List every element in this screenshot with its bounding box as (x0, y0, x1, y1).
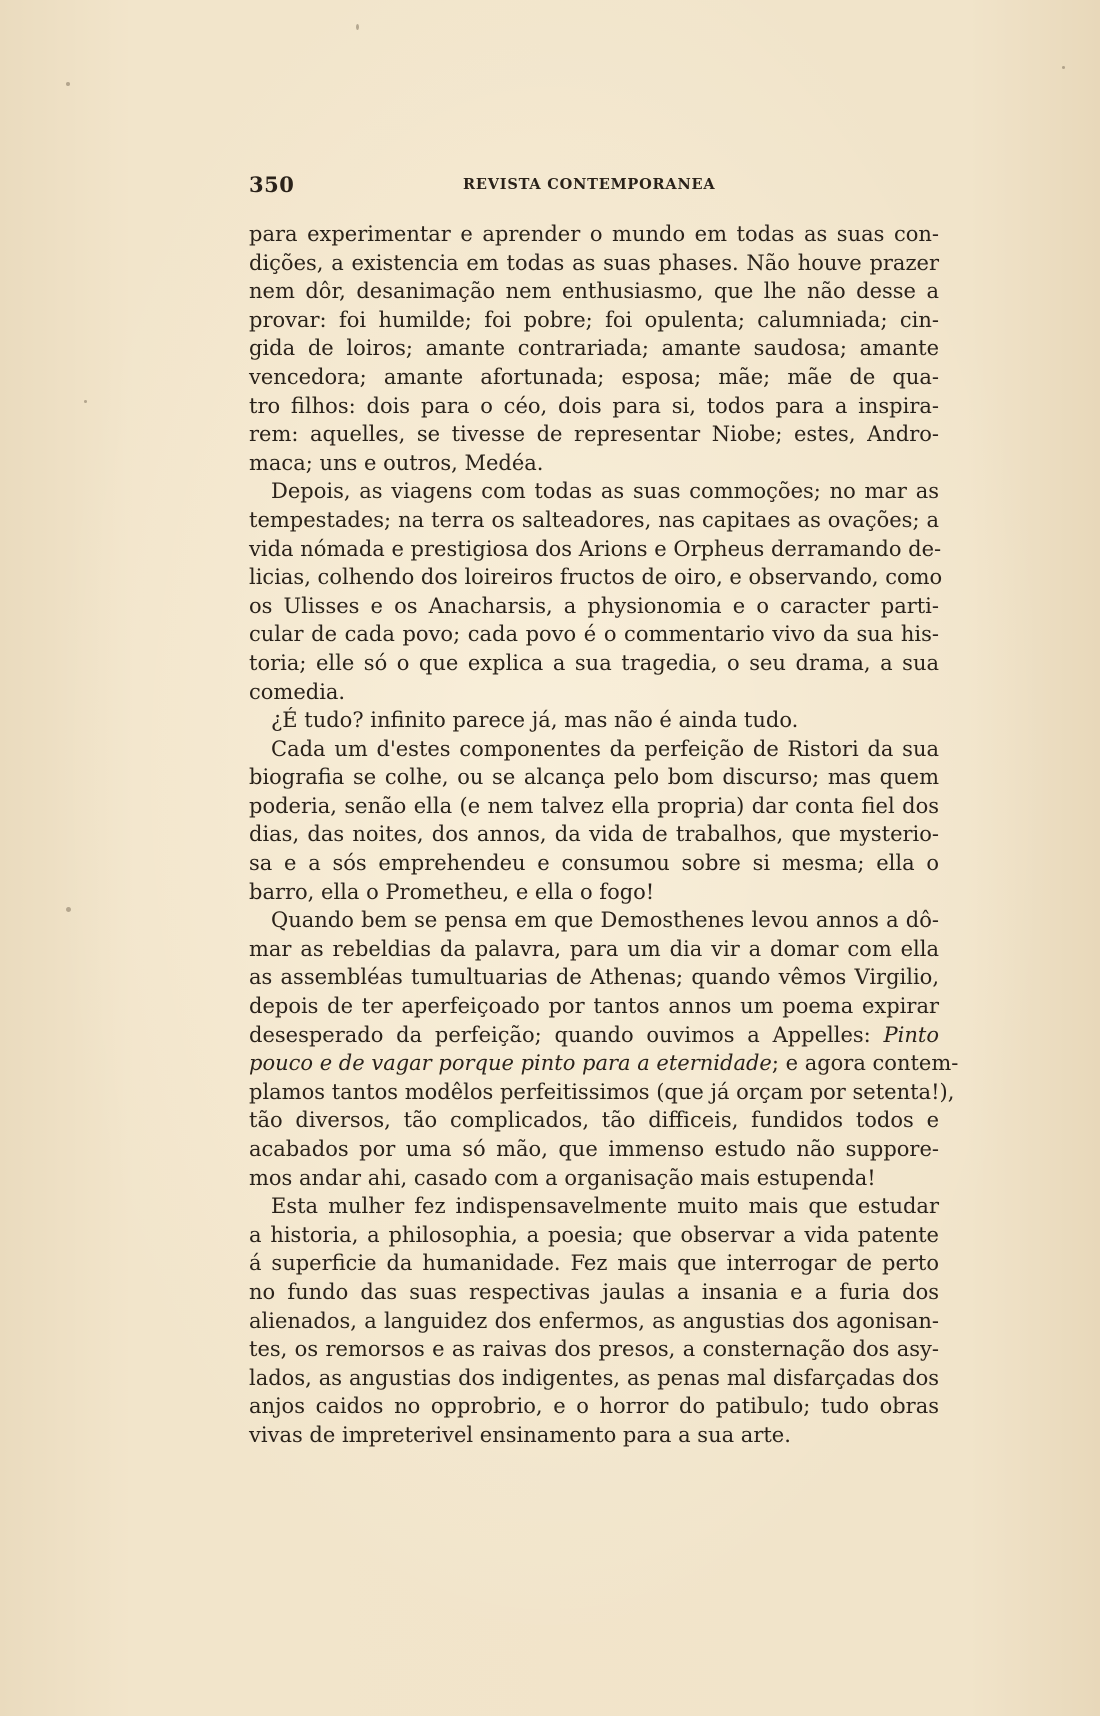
paragraph (249, 1192, 939, 1449)
paragraph (249, 706, 939, 735)
text-line: poderia, senão ella (e nem talvez ella propria) dar conta fiel dos (249, 793, 939, 818)
italic-quote: pouco e de vagar porque pinto para a eternidade (249, 1051, 772, 1076)
text-line: provar: foi humilde; foi pobre; foi opulenta; calumniada; cin- (249, 307, 939, 332)
text-line: gida de loiros; amante contrariada; amante saudosa; amante (249, 336, 939, 361)
text-line: as assembléas tumultuarias de Athenas; quando vêmos Virgilio, (249, 965, 939, 990)
text-line: vida nómada e prestigiosa dos Arions e Orpheus derramando de- (249, 536, 942, 561)
italic-quote: Pinto (883, 1022, 939, 1047)
text-line: anjos caidos no opprobrio, e o horror do patibulo; tudo obras (249, 1394, 939, 1419)
ink-speck (84, 400, 87, 403)
text-line: plamos tantos modêlos perfeitissimos (que já orçam por setenta!), (249, 1079, 955, 1104)
text-line: ¿É tudo? infinito parece já, mas não é ainda tudo. (271, 708, 799, 733)
text-line: alienados, a languidez dos enfermos, as angustias dos agonisan- (249, 1308, 939, 1333)
text-line: maca; uns e outros, Medéa. (249, 450, 544, 475)
text-line: Depois, as viagens com todas as suas commoções; no mar as (271, 479, 939, 504)
page-header (249, 172, 939, 202)
page-number: 350 (249, 172, 295, 197)
text-line: tro filhos: dois para o céo, dois para si, todos para a inspira- (249, 393, 939, 418)
text-line (249, 1049, 959, 1078)
text-line: dias, das noites, dos annos, da vida de trabalhos, que mysterio- (249, 822, 939, 847)
text-line: dições, a existencia em todas as suas phases. Não houve prazer (249, 250, 939, 275)
text-line: Quando bem se pensa em que Demosthenes levou annos a dô- (271, 908, 939, 933)
text-line: lados, as angustias dos indigentes, as penas mal disfarçadas dos (249, 1365, 939, 1390)
text-line: sa e a sós emprehendeu e consumou sobre si mesma; ella o (249, 851, 939, 876)
text-line: biografia se colhe, ou se alcança pelo bom discurso; mas quem (249, 765, 939, 790)
text-line: tempestades; na terra os salteadores, nas capitaes as ovações; a (249, 507, 939, 532)
text-line: cular de cada povo; cada povo é o commentario vivo da sua his- (249, 622, 939, 647)
text-line: a historia, a philosophia, a poesia; que observar a vida patente (249, 1222, 939, 1247)
text-line: mos andar ahi, casado com a organisação mais estupenda! (249, 1165, 876, 1190)
text-line: no fundo das suas respectivas jaulas a insania e a furia dos (249, 1279, 939, 1304)
paragraph (249, 220, 939, 477)
text-line: os Ulisses e os Anacharsis, a physionomia e o caracter parti- (249, 593, 939, 618)
text-run: desesperado da perfeição; quando ouvimos a Appelles: (249, 1022, 884, 1047)
text-line: para experimentar e aprender o mundo em todas as suas con- (249, 222, 939, 246)
paragraph (249, 735, 939, 907)
text-line: Cada um d'estes componentes da perfeição de Ristori da sua (271, 736, 939, 761)
text-line (249, 1021, 939, 1050)
ink-speck (1062, 66, 1065, 69)
ink-speck (66, 907, 71, 912)
text-line: tes, os remorsos e as raivas dos presos, a consternação dos asy- (249, 1337, 939, 1362)
running-title: REVISTA CONTEMPORANEA (463, 176, 716, 193)
ink-speck (66, 82, 70, 86)
text-line: licias, colhendo dos loireiros fructos de oiro, e observando, como (249, 565, 943, 590)
text-line: mar as rebeldias da palavra, para um dia vir a domar com ella (249, 936, 939, 961)
text-line: vencedora; amante afortunada; esposa; mãe; mãe de qua- (249, 364, 939, 389)
paragraph (249, 477, 943, 706)
text-line: barro, ella o Prometheu, e ella o fogo! (249, 879, 655, 904)
text-line: á superficie da humanidade. Fez mais que interrogar de perto (249, 1251, 939, 1276)
text-line: nem dôr, desanimação nem enthusiasmo, que lhe não desse a (249, 279, 939, 304)
text-line: rem: aquelles, se tivesse de representar Niobe; estes, Andro- (249, 422, 939, 447)
text-line: vivas de impreterivel ensinamento para a sua arte. (249, 1422, 791, 1447)
text-line: toria; elle só o que explica a sua tragedia, o seu drama, a sua (249, 650, 939, 675)
text-line: acabados por uma só mão, que immenso estudo não suppore- (249, 1137, 939, 1161)
ink-speck (356, 24, 359, 30)
body-text (249, 220, 959, 1450)
paragraph (249, 906, 959, 1192)
text-run: ; e agora contem- (771, 1051, 959, 1076)
text-line: Esta mulher fez indispensavelmente muito mais que estudar (271, 1194, 939, 1219)
text-line: depois de ter aperfeiçoado por tantos annos um poema expirar (249, 994, 939, 1019)
text-line: tão diversos, tão complicados, tão difficeis, fundidos todos e (249, 1108, 939, 1133)
text-line: comedia. (249, 679, 346, 704)
